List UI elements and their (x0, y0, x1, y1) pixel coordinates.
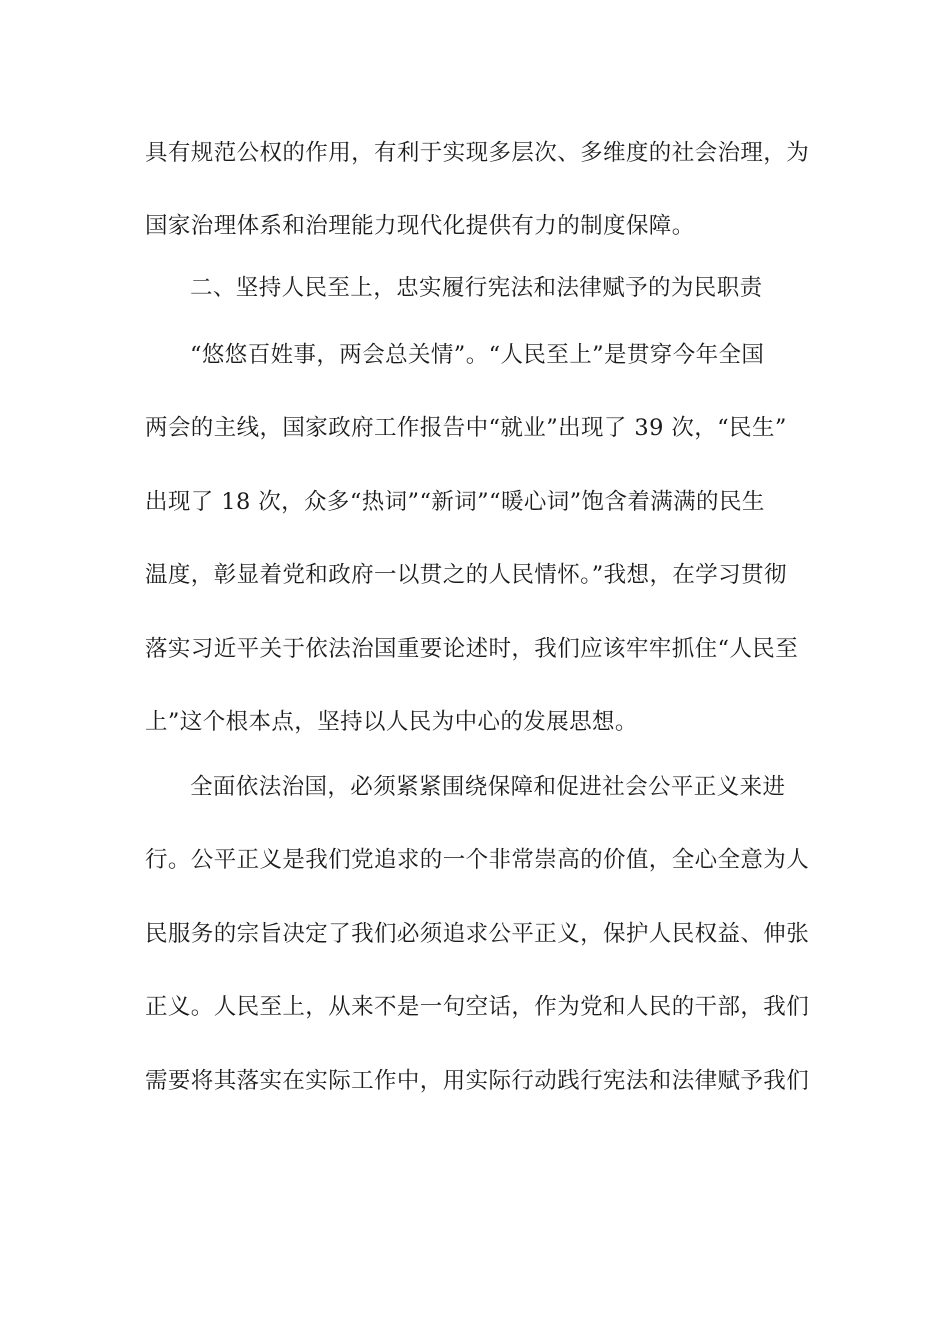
paragraph-line: 全面依法治国，必须紧紧围绕保障和促进社会公平正义来进 (190, 774, 786, 800)
paragraph-line: 具有规范公权的作用，有利于实现多层次、多维度的社会治理，为 (145, 140, 810, 166)
paragraph-line: 温度，彰显着党和政府一以贯之的人民情怀。”我想，在学习贯彻 (145, 562, 787, 588)
paragraph-line: 行。公平正义是我们党追求的一个非常崇高的价值，全心全意为人 (145, 847, 810, 873)
section-heading: 二、坚持人民至上，忠实履行宪法和法律赋予的为民职责 (190, 275, 763, 301)
paragraph-line: 民服务的宗旨决定了我们必须追求公平正义，保护人民权益、伸张 (145, 921, 810, 947)
paragraph-line: 两会的主线，国家政府工作报告中“就业”出现了 39 次，“民生” (145, 415, 787, 441)
paragraph-line: 上”这个根本点，坚持以人民为中心的发展思想。 (145, 709, 638, 735)
paragraph-line: 出现了 18 次，众多“热词”“新词”“暖心词”饱含着满满的民生 (145, 489, 765, 515)
paragraph-line: 国家治理体系和治理能力现代化提供有力的制度保障。 (145, 213, 695, 239)
paragraph-line: 需要将其落实在实际工作中，用实际行动践行宪法和法律赋予我们 (145, 1068, 810, 1094)
paragraph-line: 正义。人民至上，从来不是一句空话，作为党和人民的干部，我们 (145, 994, 810, 1020)
paragraph-line: 落实习近平关于依法治国重要论述时，我们应该牢牢抓住“人民至 (145, 636, 799, 662)
paragraph-line: “悠悠百姓事，两会总关情”。“人民至上”是贯穿今年全国 (190, 342, 765, 368)
